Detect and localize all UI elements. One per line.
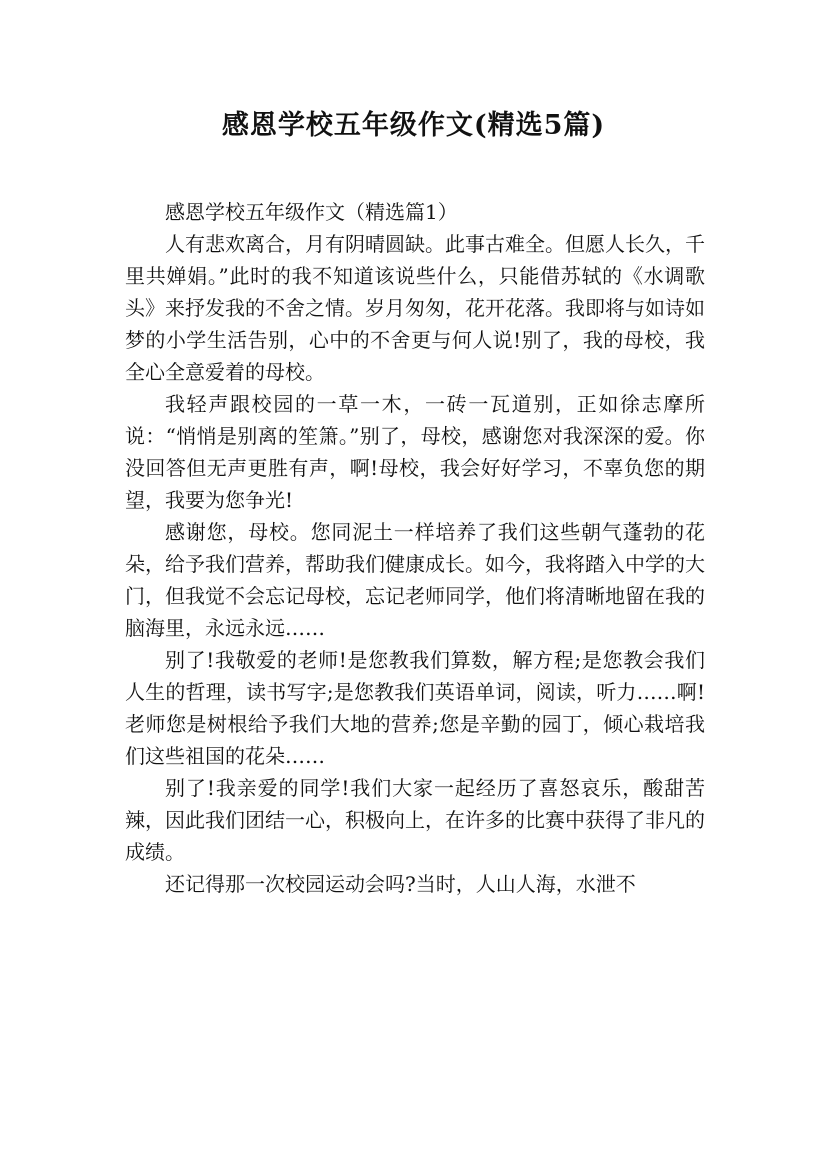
paragraph: 人有悲欢离合，月有阴晴圆缺。此事古难全。但愿人长久，千里共婵娟。”此时的我不知道该说些什么，只能借苏轼的《水调歌头》来抒发我的不舍之情。岁月匆匆，花开花落。我即将与如诗如梦的小学生活告别，心中的不舍更与何人说!别了，我的母校，我全心全意爱着的母校。 bbox=[125, 232, 705, 384]
paragraph: 感谢您，母校。您同泥土一样培养了我们这些朝气蓬勃的花朵，给予我们营养，帮助我们健康成长。如今，我将踏入中学的大门，但我觉不会忘记母校，忘记老师同学，他们将清晰地留在我的脑海里，永远永远…… bbox=[125, 520, 705, 640]
paragraph: 别了!我亲爱的同学!我们大家一起经历了喜怒哀乐，酸甜苦辣，因此我们团结一心，积极向上，在许多的比赛中获得了非凡的成绩。 bbox=[125, 776, 705, 864]
section-heading: 感恩学校五年级作文（精选篇1） bbox=[165, 200, 458, 224]
paragraph: 别了!我敬爱的老师!是您教我们算数，解方程;是您教会我们人生的哲理，读书写字;是您教我们英语单词，阅读，听力……啊!老师您是树根给予我们大地的营养;您是辛勤的园丁，倾心栽培我们这些祖国的花朵…… bbox=[125, 648, 705, 768]
paragraph: 我轻声跟校园的一草一木，一砖一瓦道别，正如徐志摩所说：“悄悄是别离的笙箫。”别了，母校，感谢您对我深深的爱。你没回答但无声更胜有声，啊!母校，我会好好学习，不辜负您的期望，我要为您争光! bbox=[125, 392, 705, 512]
paragraph: 还记得那一次校园运动会吗?当时，人山人海，水泄不 bbox=[165, 872, 636, 896]
document-body bbox=[125, 196, 705, 900]
document-title: 感恩学校五年级作文(精选5篇) bbox=[221, 110, 606, 141]
